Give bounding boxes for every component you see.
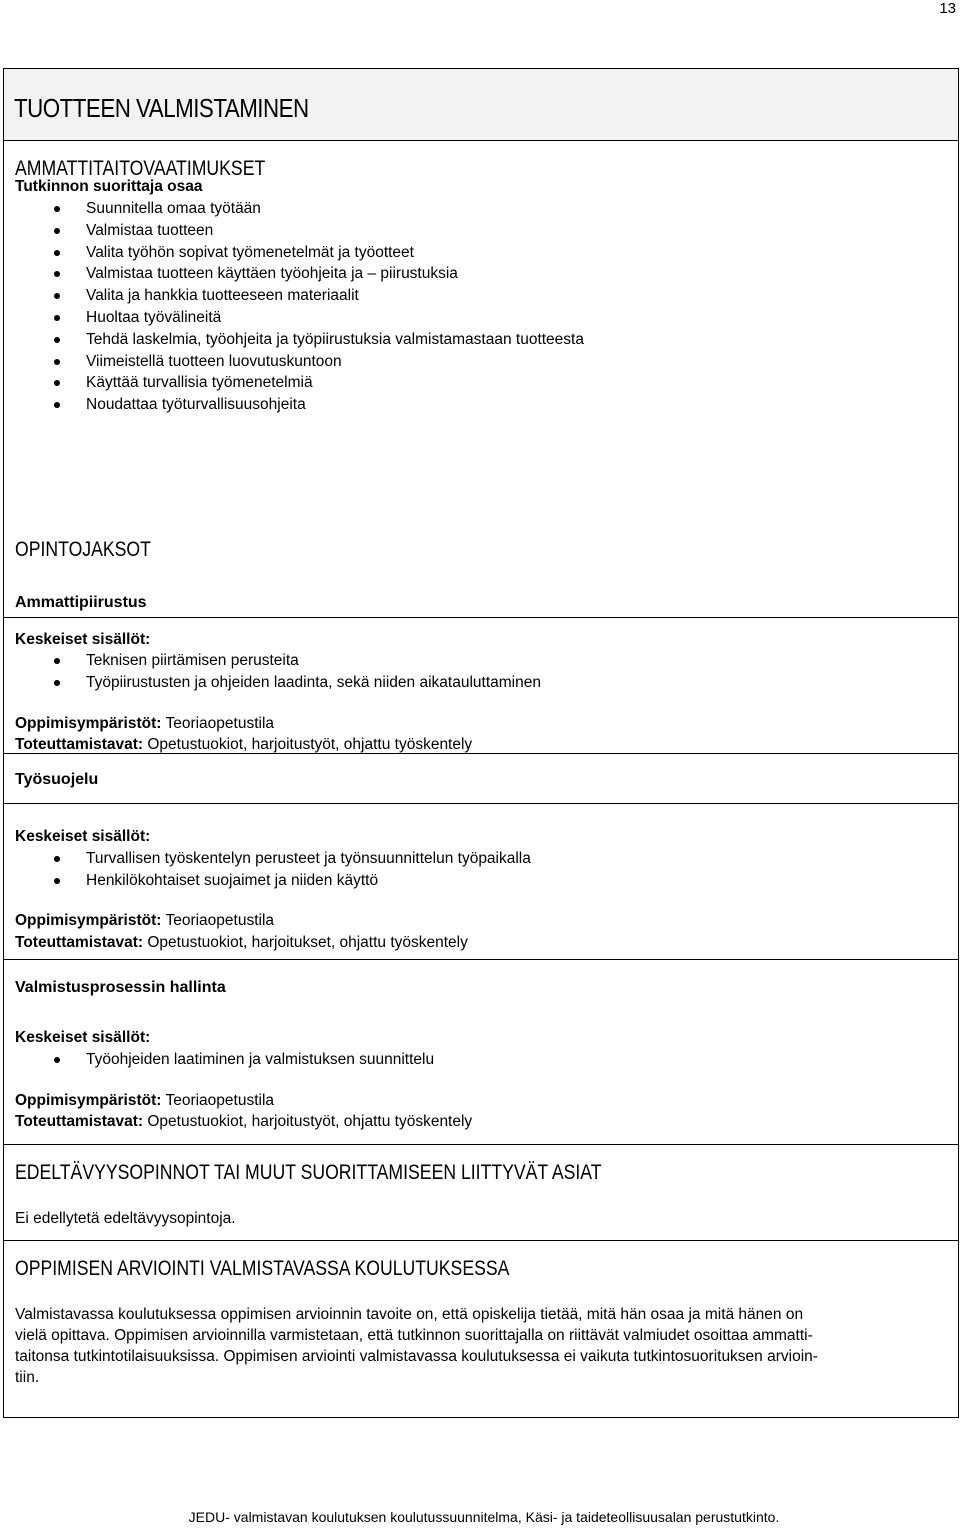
unit-3-contents [15,1049,434,1071]
unit-1-environment [15,713,274,735]
unit-2-title-row [4,754,958,804]
environment-value: Teoriaopetustila [165,715,275,732]
title-row [4,69,958,141]
methods-label: Toteuttamistavat: [15,1113,144,1130]
page-title: TUOTTEEN VALMISTAMINEN [14,93,309,123]
assessment-heading: OPPIMISEN ARVIOINTI VALMISTAVASSA KOULUTUKSESSA [15,1257,510,1280]
list-item: Henkilökohtaiset suojaimet ja niiden käyttö [15,870,531,892]
prerequisites-section [4,1145,958,1241]
document-frame [3,68,959,1418]
list-item: Valmistaa tuotteen [15,220,584,242]
unit-1-name: Ammattipiirustus [15,594,147,611]
assessment-line: vielä opittava. Oppimisen arvioinnilla varmistetaan, että tutkinnon suorittajalla on riittävät valmiudet osoittaa ammatti- [15,1327,813,1344]
footer-text: JEDU- valmistavan koulutuksen koulutussuunnitelma, Käsi- ja taideteollisuusalan perustutkinto. [188,1509,780,1525]
list-item: Valita ja hankkia tuotteeseen materiaalit [15,285,584,307]
assessment-line: Valmistavassa koulutuksessa oppimisen arvioinnin tavoite on, että opiskelija tietää, mitä hän osaa ja mitä hänen on [15,1306,804,1323]
environment-label: Oppimisympäristöt: [15,912,162,929]
unit-3-name: Valmistusprosessin hallinta [15,979,226,996]
environment-label: Oppimisympäristöt: [15,1092,162,1109]
list-item: Valita työhön sopivat työmenetelmät ja työotteet [15,242,584,264]
unit-1-contents [15,650,541,694]
list-item: Teknisen piirtämisen perusteita [15,650,541,672]
unit-3-content-label: Keskeiset sisällöt: [15,1029,151,1046]
assessment-text [15,1304,945,1388]
assessment-section [4,1241,958,1417]
competence-heading: AMMATTITAITOVAATIMUKSET [15,157,266,180]
list-item: Turvallisen työskentelyn perusteet ja työnsuunnittelun työpaikalla [15,848,531,870]
methods-label: Toteuttamistavat: [15,934,144,951]
competence-section [4,141,958,618]
environment-value: Teoriaopetustila [165,1092,275,1109]
page-footer [0,1509,960,1525]
unit-1-section [4,618,958,754]
methods-value: Opetustuokiot, harjoitustyöt, ohjattu työskentely [147,1113,473,1130]
unit-3-methods [15,1111,472,1133]
list-item: Työpiirustusten ja ohjeiden laadinta, sekä niiden aikatauluttaminen [15,672,541,694]
list-item: Noudattaa työturvallisuusohjeita [15,394,584,416]
unit-2-content-label: Keskeiset sisällöt: [15,828,151,845]
methods-value: Opetustuokiot, harjoitustyöt, ohjattu työskentely [147,736,473,753]
unit-1-methods [15,734,472,756]
list-item: Valmistaa tuotteen käyttäen työohjeita ja – piirustuksia [15,263,584,285]
prerequisites-heading: EDELTÄVYYSOPINNOT TAI MUUT SUORITTAMISEEN LIITTYVÄT ASIAT [15,1161,602,1184]
unit-3-section [4,960,958,1145]
environment-value: Teoriaopetustila [165,912,275,929]
unit-2-methods [15,932,468,954]
page-number: 13 [939,0,956,17]
methods-value: Opetustuokiot, harjoitukset, ohjattu työskentely [147,934,468,951]
unit-2-name: Työsuojelu [15,771,99,788]
unit-1-content-label: Keskeiset sisällöt: [15,631,151,648]
methods-label: Toteuttamistavat: [15,736,144,753]
environment-label: Oppimisympäristöt: [15,715,162,732]
unit-2-section [4,804,958,960]
study-units-heading: OPINTOJAKSOT [15,538,151,561]
list-item: Työohjeiden laatiminen ja valmistuksen suunnittelu [15,1049,434,1071]
list-item: Suunnitella omaa työtään [15,198,584,220]
competence-list [15,198,584,416]
list-item: Viimeistellä tuotteen luovutuskuntoon [15,351,584,373]
competence-intro: Tutkinnon suorittaja osaa [15,178,203,195]
assessment-line: taitonsa tutkintotilaisuuksissa. Oppimisen arviointi valmistavassa koulutuksessa ei vaikuta tutkintosuorituksen arvioin- [15,1348,818,1365]
list-item: Huoltaa työvälineitä [15,307,584,329]
list-item: Tehdä laskelmia, työohjeita ja työpiirustuksia valmistamastaan tuotteesta [15,329,584,351]
list-item: Käyttää turvallisia työmenetelmiä [15,372,584,394]
unit-2-contents [15,848,531,892]
unit-3-environment [15,1090,274,1112]
prerequisites-text: Ei edellytetä edeltävyysopintoja. [15,1210,236,1227]
assessment-line: tiin. [15,1369,40,1386]
unit-2-environment [15,910,274,932]
